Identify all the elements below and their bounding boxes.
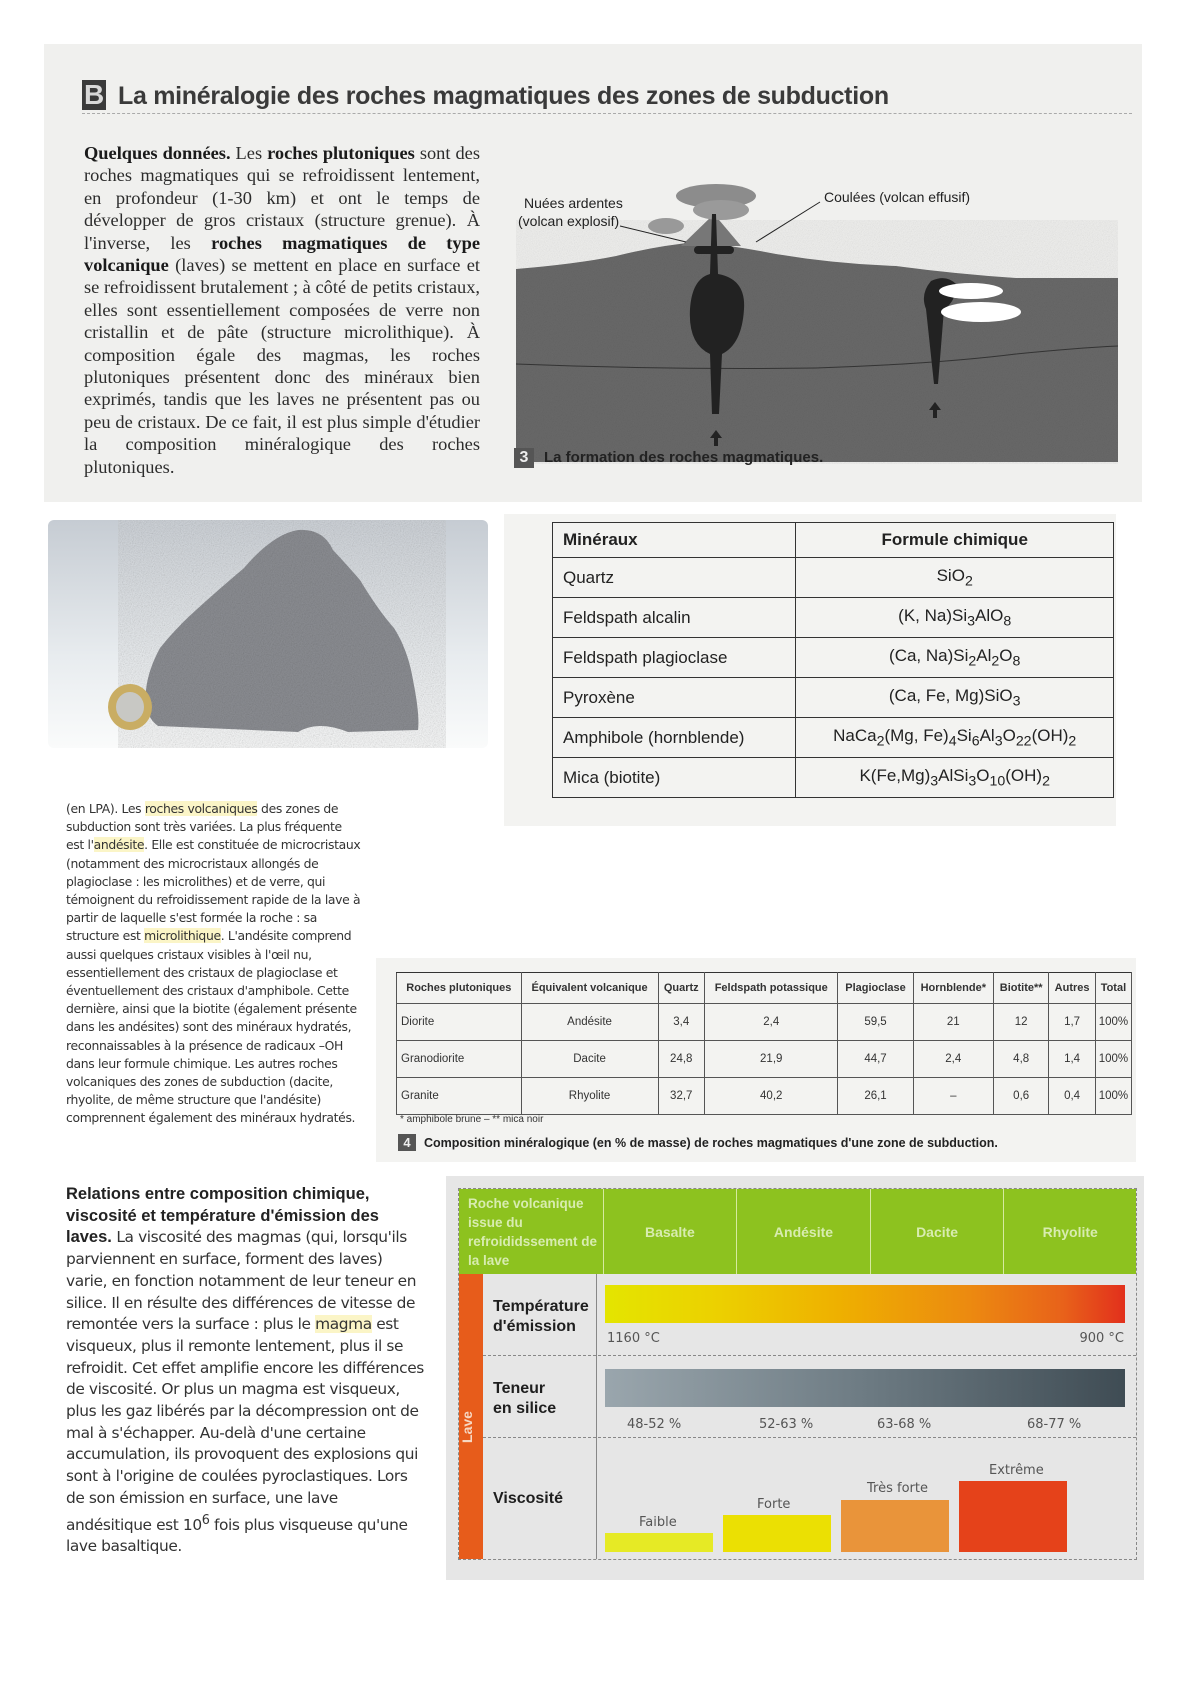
highlighted-term: roches volcaniques — [144, 801, 258, 816]
mineral-formula: (Ca, Fe, Mg)SiO$_3$ — [796, 678, 1114, 718]
cell: 3,4 — [658, 1004, 705, 1041]
cell: 2,4 — [913, 1041, 993, 1078]
label-line: Teneur — [493, 1380, 546, 1397]
row-label-temperature — [493, 1297, 589, 1337]
minerals-table — [552, 522, 1114, 798]
para-text: La viscosité des magmas (qui, lorsqu'ils parviennent en surface, forment des laves) varie, en fonction notamment de leur teneur en silice. Il en résulte des différences de vitesse de remontée vers la surface : plus le — [66, 1228, 417, 1334]
para-text: . Elle est constituée de microcristaux (notamment des microcristaux allongés de plagioclase : les microlithes) et de verre, qui témoignent du refroidissement rapide de la lave à partir de laquelle s'est formée la roche : sa structure est — [66, 837, 361, 944]
andesite-paragraph — [66, 800, 362, 1128]
mineral-name: Feldspath alcalin — [553, 598, 796, 638]
cell: 100% — [1095, 1078, 1131, 1115]
svg-text:Nuées ardentes: Nuées ardentes — [524, 195, 623, 211]
section-title-text: La minéralogie des roches magmatiques des zones de subduction — [118, 82, 889, 110]
svg-text:(volcan explosif): (volcan explosif) — [518, 213, 620, 229]
para-text: . L'andésite comprend aussi quelques cristaux visibles à l'œil nu, essentiellement des cristaux de plagioclase et éventuellement des cristaux d'amphibole. Cette dernière, ainsi que la biotite (également présente dans les andésites) sont des minéraux hydratés, reconnaissables à la présence de radicaux –OH dans leur formule chimique. Les autres roches volcaniques des zones de subduction (dacite, rhyolite, de même structure que l'andésite) comprennent également des minéraux hydratés. — [66, 928, 357, 1126]
intro-paragraph — [84, 142, 480, 478]
table-row — [397, 1041, 1132, 1078]
viscosity-label: Forte — [757, 1497, 791, 1512]
table-row — [553, 678, 1114, 718]
temperature-gradient-bar — [605, 1285, 1125, 1323]
col-header-minerals: Minéraux — [553, 523, 796, 558]
silica-basalte: 48-52 % — [627, 1417, 682, 1432]
col-header: Biotite** — [994, 973, 1049, 1004]
cell: 4,8 — [994, 1041, 1049, 1078]
table-row — [553, 558, 1114, 598]
mineral-name: Feldspath plagioclase — [553, 638, 796, 678]
figure-number: 4 — [398, 1134, 416, 1151]
silica-dacite: 63-68 % — [877, 1417, 932, 1432]
svg-text:Coulées (volcan effusif): Coulées (volcan effusif) — [824, 189, 971, 205]
col-header: Plagioclase — [838, 973, 913, 1004]
side-label-bar — [459, 1274, 483, 1559]
mineral-name: Mica (biotite) — [553, 758, 796, 798]
divider — [483, 1355, 1136, 1356]
cell: 12 — [994, 1004, 1049, 1041]
viscosity-label: Très forte — [867, 1481, 928, 1496]
intro-bold: roches plutoniques — [267, 143, 415, 163]
cell: Diorite — [397, 1004, 522, 1041]
minerals-table-scan — [504, 514, 1116, 826]
cell: 24,8 — [658, 1041, 705, 1078]
temperature-start: 1160 °C — [607, 1331, 660, 1346]
chart-header — [459, 1189, 1136, 1274]
lava-properties-chart — [446, 1176, 1144, 1580]
label-line: Température — [493, 1298, 589, 1315]
table-row — [553, 758, 1114, 798]
cell: 26,1 — [838, 1078, 913, 1115]
figure-number: 3 — [514, 448, 534, 468]
para-text: fois plus visqueuse qu'une lave basaltique. — [66, 1515, 408, 1556]
column-rhyolite: Rhyolite — [1003, 1189, 1136, 1274]
table-row — [397, 1004, 1132, 1041]
divider — [596, 1274, 597, 1559]
para-text: est visqueux, plus il remonte lentement, plus il se refroidit. Cet effet amplifie encore les différences de viscosité. Or plus un magma est visqueux, plus les gaz libérés par la décompression ont de mal à s'échapper. Au-delà d'une certaine accumulation, ils provoquent des explosions qui sont à l'origine de coulées pyroclastiques. Lors de son émission en surface, une lave andésitique est 10 — [66, 1315, 424, 1534]
col-header: Hornblende* — [913, 973, 993, 1004]
intro-text: (laves) se mettent en place en surface et se refroidissent brutalement ; à côté de petits cristaux, elles sont essentiellement composées de verre non cristallin et de pâte (structure microlithique). À composition égale des magmas, les roches plutoniques présentent donc des minéraux bien exprimés, tandis que les laves ne présentent pas ou peu de cristaux. De ce fait, il est plus simple d'étudier la composition minéralogique des roches plutoniques. — [84, 255, 480, 477]
column-dacite: Dacite — [870, 1189, 1004, 1274]
intro-bold: roches magmatiques de type volcanique — [84, 232, 480, 276]
cell: 1,7 — [1049, 1004, 1096, 1041]
intro-text: Les — [230, 143, 268, 163]
title-divider — [82, 113, 1132, 114]
cell: 0,6 — [994, 1078, 1049, 1115]
para-text: (en LPA). Les — [66, 801, 145, 816]
mineral-formula: $K(Fe,Mg)_3AlSi_3O_{10}(OH)_2$ — [796, 758, 1114, 798]
composition-table — [396, 972, 1132, 1115]
relations-paragraph — [66, 1184, 426, 1558]
caption-text: Composition minéralogique (en % de masse) de roches magmatiques d'une zone de subduction. — [424, 1136, 998, 1150]
side-label: Lave — [458, 1411, 475, 1443]
viscosity-bar-forte — [723, 1515, 831, 1552]
label-line: en silice — [493, 1400, 557, 1417]
row-label-viscosity: Viscosité — [493, 1490, 563, 1507]
cell: 2,4 — [705, 1004, 838, 1041]
cell: Dacite — [521, 1041, 658, 1078]
temperature-end: 900 °C — [1079, 1331, 1124, 1346]
column-basalte: Basalte — [603, 1189, 737, 1274]
cell: – — [913, 1078, 993, 1115]
header-label: Roche volcanique issue du refroididssement de la lave — [468, 1195, 598, 1268]
cell: 100% — [1095, 1041, 1131, 1078]
viscosity-bar-tres-forte — [841, 1500, 949, 1552]
viscosity-label: Faible — [639, 1515, 677, 1530]
mineral-name: Quartz — [553, 558, 796, 598]
cell: Rhyolite — [521, 1078, 658, 1115]
row-label-silica — [493, 1379, 556, 1419]
intro-lead: Quelques données. — [84, 143, 231, 163]
mineral-formula: SiO$_2$ — [796, 558, 1114, 598]
col-header: Quartz — [658, 973, 705, 1004]
table-row — [553, 718, 1114, 758]
cell: 40,2 — [705, 1078, 838, 1115]
divider — [483, 1437, 1136, 1438]
viscosity-label: Extrême — [989, 1463, 1044, 1478]
column-andesite: Andésite — [736, 1189, 870, 1274]
viscosity-bar-faible — [605, 1533, 713, 1552]
table-footnote: * amphibole brune – ** mica noir — [400, 1114, 544, 1125]
col-header: Roches plutoniques — [397, 973, 522, 1004]
cell: 21,9 — [705, 1041, 838, 1078]
cell: 44,7 — [838, 1041, 913, 1078]
cell: Andésite — [521, 1004, 658, 1041]
exponent: 6 — [201, 1512, 210, 1528]
mineral-name: Amphibole (hornblende) — [553, 718, 796, 758]
col-header: Équivalent volcanique — [521, 973, 658, 1004]
highlighted-term: microlithique — [144, 928, 221, 944]
col-header: Total — [1095, 973, 1131, 1004]
andesite-rock-photo — [48, 520, 488, 748]
viscosity-bar-extreme — [959, 1481, 1067, 1552]
mineral-formula: (K, $Na)Si_3AlO_8$ — [796, 598, 1114, 638]
table-row — [397, 1078, 1132, 1115]
para-text: des zones de subduction sont très variées. La plus fréquente est l' — [66, 801, 342, 853]
magmatic-formation-diagram — [516, 184, 1118, 464]
mineral-formula: (Ca, $Na)Si_2Al_2O_8$ — [796, 638, 1114, 678]
mineral-formula: NaCa$_2$(Mg, $Fe)_4Si_6Al_3O_{22}(OH)_2$ — [796, 718, 1114, 758]
col-header: Feldspath potassique — [705, 973, 838, 1004]
composition-table-scan — [376, 958, 1136, 1162]
cell: 32,7 — [658, 1078, 705, 1115]
cell: 100% — [1095, 1004, 1131, 1041]
figure-4-caption — [398, 1134, 998, 1151]
table-row — [553, 598, 1114, 638]
label-line: d'émission — [493, 1318, 576, 1335]
silica-gradient-bar — [605, 1369, 1125, 1407]
intro-text: sont des roches magmatiques qui se refroidissent lentement, en profondeur (1-30 km) et ont le temps de développer de gros cristaux (structure grenue). À l'inverse, les — [84, 143, 480, 253]
highlighted-term: andésite — [93, 837, 145, 853]
cell: 59,5 — [838, 1004, 913, 1041]
table-row — [553, 638, 1114, 678]
silica-andesite: 52-63 % — [759, 1417, 814, 1432]
figure-3-caption — [514, 448, 823, 468]
cell: Granite — [397, 1078, 522, 1115]
cell: Granodiorite — [397, 1041, 522, 1078]
caption-text: La formation des roches magmatiques. — [544, 449, 824, 466]
section-title — [82, 80, 889, 111]
cell: 21 — [913, 1004, 993, 1041]
silica-rhyolite: 68-77 % — [1027, 1417, 1082, 1432]
col-header: Autres — [1049, 973, 1096, 1004]
section-letter: B — [82, 80, 106, 110]
col-header-formula: Formule chimique — [796, 523, 1114, 558]
cell: 0,4 — [1049, 1078, 1096, 1115]
mineral-name: Pyroxène — [553, 678, 796, 718]
cell: 1,4 — [1049, 1041, 1096, 1078]
highlighted-term: magma — [315, 1315, 372, 1334]
para-title: Relations entre composition chimique, viscosité et température d'émission des laves. — [66, 1185, 379, 1247]
